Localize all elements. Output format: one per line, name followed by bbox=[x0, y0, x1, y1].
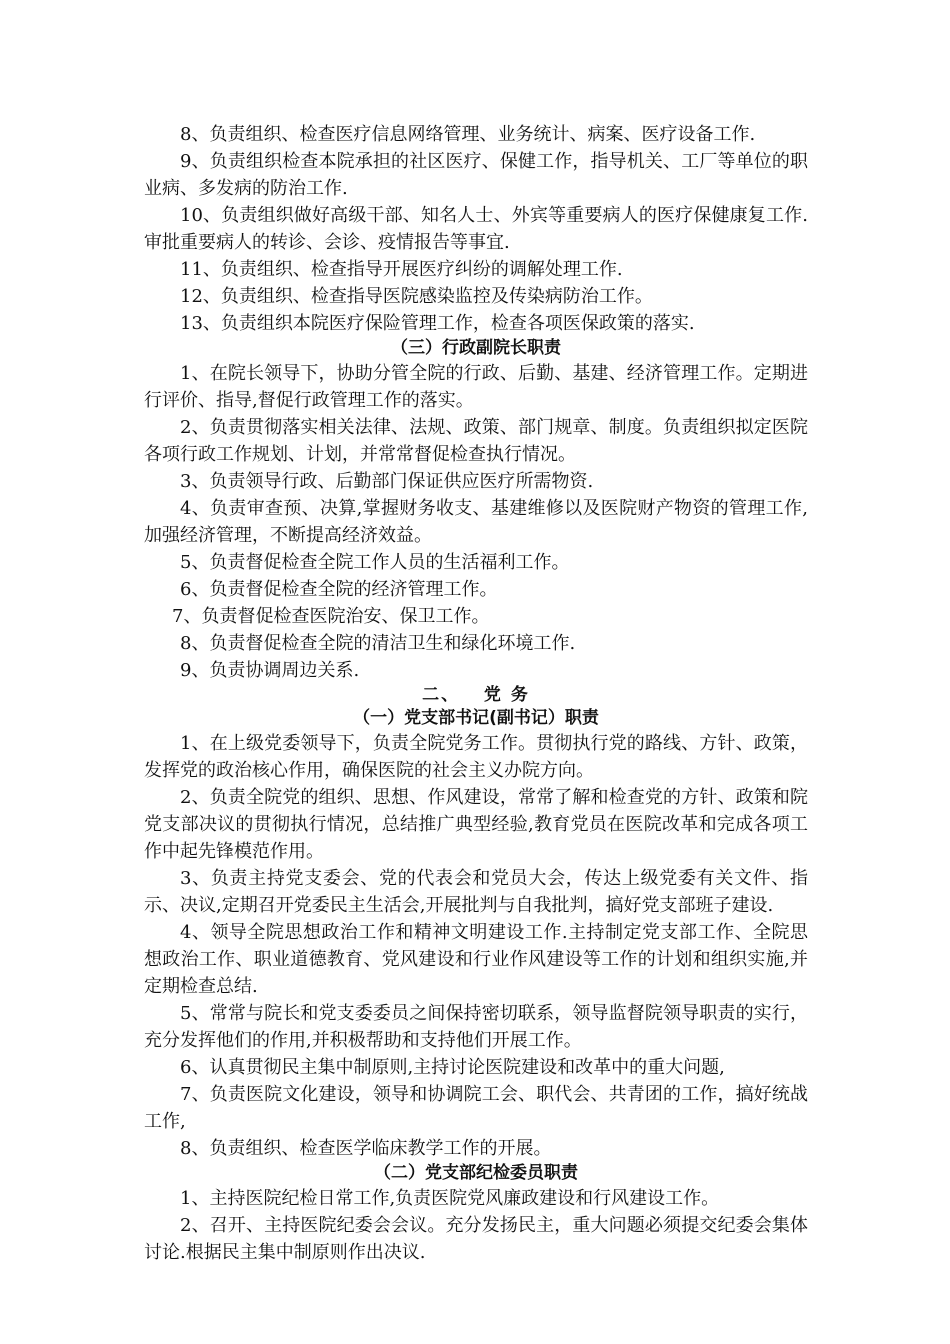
paragraph: 7、负责督促检查医院治安、保卫工作。 bbox=[172, 606, 490, 627]
section-heading: （一）党支部书记(副书记）职责 bbox=[353, 708, 599, 728]
paragraph: 6、认真贯彻民主集中制原则,主持讨论医院建设和改革中的重大问题, bbox=[180, 1057, 725, 1078]
paragraph: 13、负责组织本院医疗保险管理工作，检查各项医保政策的落实. bbox=[180, 313, 695, 334]
section-heading: （三）行政副院长职责 bbox=[391, 338, 561, 358]
paragraph: 5、常常与院长和党支委委员之间保持密切联系，领导监督院领导职责的实行，充分发挥他们的作用,并积极帮助和支持他们开展工作。 bbox=[144, 1003, 808, 1051]
section-heading: （二）党支部纪检委员职责 bbox=[374, 1163, 578, 1183]
paragraph: 4、领导全院思想政治工作和精神文明建设工作.主持制定党支部工作、全院思想政治工作、职业道德教育、党风建设和行业作风建设等工作的计划和组织实施,并定期检查总结. bbox=[144, 922, 808, 997]
chapter-heading: 二、 党 务 bbox=[422, 685, 530, 705]
paragraph: 1、在院长领导下，协助分管全院的行政、后勤、基建、经济管理工作。定期进行评价、指导,督促行政管理工作的落实。 bbox=[144, 363, 808, 411]
paragraph: 1、主持医院纪检日常工作,负责医院党风廉政建设和行风建设工作。 bbox=[180, 1188, 720, 1209]
paragraph: 12、负责组织、检查指导医院感染监控及传染病防治工作。 bbox=[180, 286, 653, 307]
paragraph: 8、负责组织、检查医学临床教学工作的开展。 bbox=[180, 1138, 552, 1159]
paragraph: 4、负责审查预、决算,掌握财务收支、基建维修以及医院财产物资的管理工作,加强经济管理，不断提高经济效益。 bbox=[144, 498, 808, 546]
paragraph: 3、负责主持党支委会、党的代表会和党员大会，传达上级党委有关文件、指示、决议,定期召开党委民主生活会,开展批判与自我批判，搞好党支部班子建设. bbox=[144, 868, 808, 916]
paragraph: 9、负责组织检查本院承担的社区医疗、保健工作，指导机关、工厂等单位的职业病、多发病的防治工作. bbox=[144, 151, 808, 199]
paragraph: 7、负责医院文化建设，领导和协调院工会、职代会、共青团的工作，搞好统战工作, bbox=[144, 1084, 808, 1132]
paragraph: 6、负责督促检查全院的经济管理工作。 bbox=[180, 579, 498, 600]
paragraph: 11、负责组织、检查指导开展医疗纠纷的调解处理工作. bbox=[180, 259, 623, 280]
paragraph: 3、负责领导行政、后勤部门保证供应医疗所需物资. bbox=[180, 471, 594, 492]
paragraph: 10、负责组织做好高级干部、知名人士、外宾等重要病人的医疗保健康复工作.审批重要病人的转诊、会诊、疫情报告等事宜. bbox=[144, 205, 808, 253]
paragraph: 9、负责协调周边关系. bbox=[180, 660, 360, 681]
paragraph: 1、在上级党委领导下，负责全院党务工作。贯彻执行党的路线、方针、政策，发挥党的政治核心作用，确保医院的社会主义办院方向。 bbox=[144, 733, 808, 781]
paragraph: 5、负责督促检查全院工作人员的生活福利工作。 bbox=[180, 552, 570, 573]
paragraph: 2、召开、主持医院纪委会会议。充分发扬民主，重大问题必须提交纪委会集体讨论.根据民主集中制原则作出决议. bbox=[144, 1215, 808, 1263]
paragraph: 2、负责全院党的组织、思想、作风建设，常常了解和检查党的方针、政策和院党支部决议的贯彻执行情况，总结推广典型经验,教育党员在医院改革和完成各项工作中起先锋模范作用。 bbox=[144, 787, 808, 862]
paragraph: 2、负责贯彻落实相关法律、法规、政策、部门规章、制度。负责组织拟定医院各项行政工作规划、计划，并常常督促检查执行情况。 bbox=[144, 417, 808, 465]
paragraph: 8、负责组织、检查医疗信息网络管理、业务统计、病案、医疗设备工作. bbox=[180, 124, 756, 145]
paragraph: 8、负责督促检查全院的清洁卫生和绿化环境工作. bbox=[180, 633, 576, 654]
document-body bbox=[144, 121, 808, 1266]
